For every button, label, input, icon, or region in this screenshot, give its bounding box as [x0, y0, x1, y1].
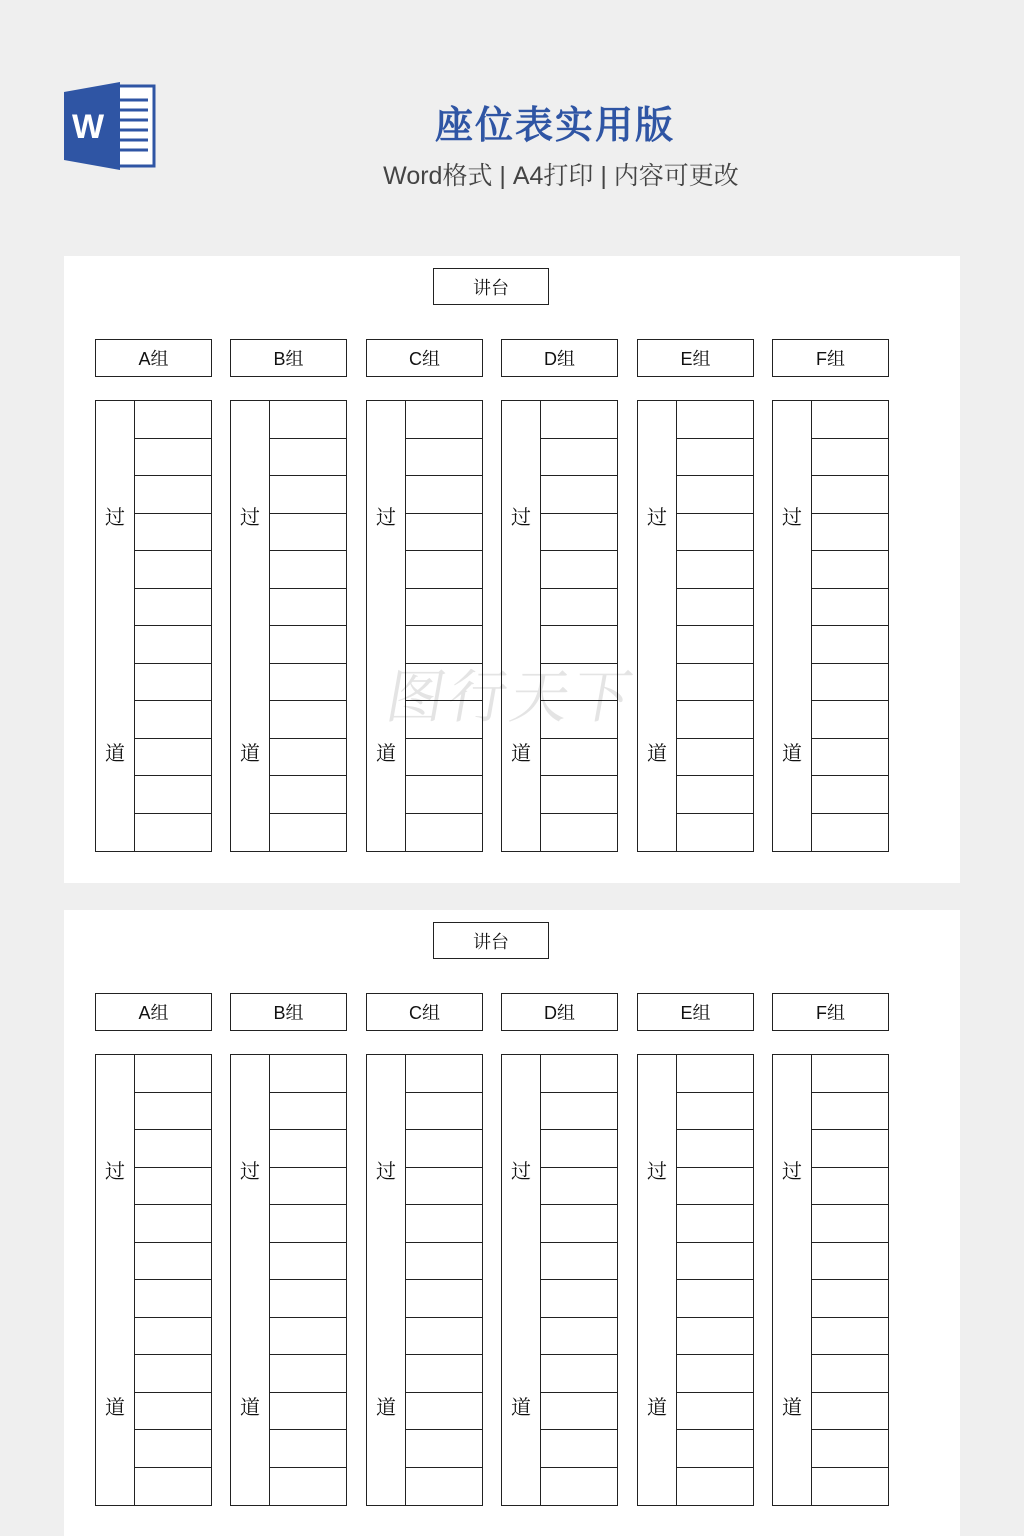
aisle-column [638, 401, 677, 851]
seat-cell[interactable] [406, 814, 482, 852]
group-label: C组 [366, 339, 483, 377]
seat-cell[interactable] [270, 1243, 346, 1281]
seat-cell[interactable] [406, 589, 482, 627]
aisle-column [773, 1055, 812, 1505]
seat-cell[interactable] [541, 1468, 617, 1506]
logo-letter: W [71, 108, 105, 146]
seat-cell[interactable] [135, 1393, 211, 1431]
seat-cell[interactable] [677, 476, 753, 514]
seat-cell[interactable] [270, 664, 346, 702]
seat-cell[interactable] [270, 1168, 346, 1206]
seat-cell[interactable] [406, 439, 482, 477]
seat-cell[interactable] [270, 626, 346, 664]
seat-cell[interactable] [812, 1130, 888, 1168]
seat-cell[interactable] [541, 589, 617, 627]
aisle-label-bottom: 道 [647, 743, 667, 765]
seat-cell[interactable] [812, 1318, 888, 1356]
seat-cell[interactable] [541, 476, 617, 514]
seat-cell[interactable] [135, 1280, 211, 1318]
seat-cell[interactable] [406, 1430, 482, 1468]
seat-cell[interactable] [270, 439, 346, 477]
seat-block [501, 1054, 618, 1506]
aisle-label-top: 过 [240, 1161, 260, 1183]
seat-cell[interactable] [812, 476, 888, 514]
group-label: B组 [230, 993, 347, 1031]
seat-cell[interactable] [135, 664, 211, 702]
seat-cell[interactable] [812, 776, 888, 814]
seat-cell[interactable] [406, 1280, 482, 1318]
seat-cell[interactable] [135, 1055, 211, 1093]
seat-cell[interactable] [677, 551, 753, 589]
seat-block [772, 400, 889, 852]
seat-cell[interactable] [135, 1093, 211, 1131]
aisle-label-top: 过 [105, 1161, 125, 1183]
seat-cell[interactable] [541, 1168, 617, 1206]
seat-cell[interactable] [135, 514, 211, 552]
aisle-label-top: 过 [782, 507, 802, 529]
seat-cell[interactable] [677, 1205, 753, 1243]
aisle-label-top: 过 [376, 507, 396, 529]
aisle-label-bottom: 道 [782, 743, 802, 765]
seat-cell[interactable] [406, 1468, 482, 1506]
aisle-column [638, 1055, 677, 1505]
seat-block [230, 1054, 347, 1506]
seat-cell[interactable] [541, 1430, 617, 1468]
seat-cell[interactable] [541, 514, 617, 552]
aisle-column [502, 1055, 541, 1505]
seat-cell[interactable] [270, 1205, 346, 1243]
aisle-label-bottom: 道 [376, 1397, 396, 1419]
aisle-label-top: 过 [647, 1161, 667, 1183]
seat-cell[interactable] [677, 739, 753, 777]
seat-cell[interactable] [541, 1093, 617, 1131]
seat-cell[interactable] [541, 776, 617, 814]
seat-cell[interactable] [406, 514, 482, 552]
seating-sheet [64, 910, 960, 1536]
group-label: F组 [772, 993, 889, 1031]
seat-cell[interactable] [270, 1093, 346, 1131]
seat-cell[interactable] [270, 401, 346, 439]
seat-cell[interactable] [541, 1055, 617, 1093]
seat-cell[interactable] [406, 1393, 482, 1431]
seat-cell[interactable] [677, 1430, 753, 1468]
aisle-label-top: 过 [511, 507, 531, 529]
seat-cell[interactable] [270, 739, 346, 777]
seat-cell[interactable] [135, 1205, 211, 1243]
seat-cell[interactable] [541, 814, 617, 852]
seat-cell[interactable] [406, 1055, 482, 1093]
seat-cell[interactable] [677, 1168, 753, 1206]
group-label: E组 [637, 339, 754, 377]
seat-block [637, 1054, 754, 1506]
header [0, 0, 1024, 250]
seat-cell[interactable] [812, 1393, 888, 1431]
seat-cell[interactable] [541, 1355, 617, 1393]
aisle-label-top: 过 [240, 507, 260, 529]
aisle-column [502, 401, 541, 851]
seat-cell[interactable] [541, 1130, 617, 1168]
seat-cell[interactable] [677, 439, 753, 477]
seat-cell[interactable] [677, 814, 753, 852]
seat-cell[interactable] [812, 664, 888, 702]
seat-cell[interactable] [677, 514, 753, 552]
seat-cell[interactable] [812, 401, 888, 439]
seat-cell[interactable] [406, 1355, 482, 1393]
seat-cell[interactable] [812, 1168, 888, 1206]
seat-block [95, 400, 212, 852]
seat-cell[interactable] [135, 1318, 211, 1356]
aisle-label-bottom: 道 [647, 1397, 667, 1419]
aisle-column [773, 401, 812, 851]
seat-cell[interactable] [812, 1205, 888, 1243]
seat-cell[interactable] [812, 551, 888, 589]
seat-cell[interactable] [135, 1468, 211, 1506]
seating-sheet [64, 256, 960, 883]
aisle-label-bottom: 道 [105, 1397, 125, 1419]
seat-cell[interactable] [677, 1280, 753, 1318]
aisle-column [96, 1055, 135, 1505]
seat-cell[interactable] [135, 739, 211, 777]
seat-block [230, 400, 347, 852]
seat-cell[interactable] [812, 1055, 888, 1093]
seat-cell[interactable] [812, 589, 888, 627]
seat-cell[interactable] [677, 1468, 753, 1506]
seat-cell[interactable] [135, 1168, 211, 1206]
seat-cell[interactable] [541, 1243, 617, 1281]
seat-cell[interactable] [135, 1430, 211, 1468]
seat-cell[interactable] [812, 1355, 888, 1393]
aisle-label-bottom: 道 [376, 743, 396, 765]
podium-label: 讲台 [433, 268, 549, 305]
seat-cell[interactable] [135, 589, 211, 627]
aisle-column [231, 401, 270, 851]
aisle-column [96, 401, 135, 851]
aisle-column [367, 1055, 406, 1505]
seat-cell[interactable] [135, 476, 211, 514]
seat-cell[interactable] [406, 1205, 482, 1243]
seat-cell[interactable] [135, 1243, 211, 1281]
aisle-label-top: 过 [782, 1161, 802, 1183]
seat-cell[interactable] [270, 1318, 346, 1356]
seat-cell[interactable] [270, 1393, 346, 1431]
seat-cell[interactable] [812, 1243, 888, 1281]
aisle-label-bottom: 道 [240, 1397, 260, 1419]
seat-cell[interactable] [270, 589, 346, 627]
seat-cell[interactable] [270, 814, 346, 852]
group-label: E组 [637, 993, 754, 1031]
seat-cell[interactable] [270, 776, 346, 814]
seat-cell[interactable] [812, 514, 888, 552]
seat-cell[interactable] [270, 551, 346, 589]
seat-cell[interactable] [406, 1093, 482, 1131]
seat-cell[interactable] [541, 1280, 617, 1318]
group-label: D组 [501, 339, 618, 377]
seat-cell[interactable] [812, 1430, 888, 1468]
group-label: A组 [95, 993, 212, 1031]
group-label: D组 [501, 993, 618, 1031]
seat-cell[interactable] [677, 1318, 753, 1356]
page-subtitle: Word格式 | A4打印 | 内容可更改 [383, 162, 739, 190]
aisle-label-bottom: 道 [240, 743, 260, 765]
seat-cell[interactable] [541, 1318, 617, 1356]
seat-cell[interactable] [135, 1130, 211, 1168]
seat-cell[interactable] [677, 1130, 753, 1168]
seat-cell[interactable] [677, 664, 753, 702]
seat-cell[interactable] [812, 439, 888, 477]
seat-cell[interactable] [135, 814, 211, 852]
aisle-column [231, 1055, 270, 1505]
seat-cell[interactable] [135, 1355, 211, 1393]
aisle-label-bottom: 道 [105, 743, 125, 765]
seat-cell[interactable] [812, 626, 888, 664]
seat-cell[interactable] [677, 1093, 753, 1131]
group-label: A组 [95, 339, 212, 377]
seat-cell[interactable] [270, 1355, 346, 1393]
aisle-label-top: 过 [105, 507, 125, 529]
seat-cell[interactable] [135, 551, 211, 589]
aisle-label-top: 过 [647, 507, 667, 529]
seat-block [366, 400, 483, 852]
group-label: B组 [230, 339, 347, 377]
aisle-label-top: 过 [511, 1161, 531, 1183]
seat-cell[interactable] [541, 1205, 617, 1243]
seat-cell[interactable] [406, 1130, 482, 1168]
seat-cell[interactable] [677, 1355, 753, 1393]
seat-cell[interactable] [406, 476, 482, 514]
seat-cell[interactable] [677, 1393, 753, 1431]
seat-cell[interactable] [541, 1393, 617, 1431]
seat-cell[interactable] [406, 401, 482, 439]
seat-cell[interactable] [270, 1280, 346, 1318]
seat-cell[interactable] [812, 1093, 888, 1131]
seat-block [95, 1054, 212, 1506]
seat-cell[interactable] [541, 551, 617, 589]
aisle-label-bottom: 道 [782, 1397, 802, 1419]
seat-cell[interactable] [406, 776, 482, 814]
word-document-icon [64, 82, 156, 170]
seat-cell[interactable] [677, 401, 753, 439]
seat-cell[interactable] [812, 1280, 888, 1318]
aisle-label-top: 过 [376, 1161, 396, 1183]
watermark: 图行天下 [381, 663, 642, 731]
seat-cell[interactable] [270, 701, 346, 739]
seat-cell[interactable] [406, 739, 482, 777]
seat-cell[interactable] [541, 401, 617, 439]
seat-cell[interactable] [541, 739, 617, 777]
seat-cell[interactable] [677, 626, 753, 664]
seat-block [772, 1054, 889, 1506]
page-title: 座位表实用版 [434, 105, 675, 147]
seat-cell[interactable] [135, 439, 211, 477]
seat-cell[interactable] [677, 1055, 753, 1093]
seat-cell[interactable] [677, 701, 753, 739]
seat-cell[interactable] [270, 1055, 346, 1093]
seat-cell[interactable] [812, 814, 888, 852]
seat-cell[interactable] [135, 776, 211, 814]
seat-cell[interactable] [406, 1243, 482, 1281]
seat-cell[interactable] [812, 701, 888, 739]
seat-block [637, 400, 754, 852]
aisle-column [367, 401, 406, 851]
aisle-label-bottom: 道 [511, 1397, 531, 1419]
aisle-label-bottom: 道 [511, 743, 531, 765]
seat-cell[interactable] [135, 701, 211, 739]
seat-cell[interactable] [270, 476, 346, 514]
seat-cell[interactable] [541, 439, 617, 477]
seat-cell[interactable] [270, 514, 346, 552]
seat-cell[interactable] [270, 1130, 346, 1168]
seat-cell[interactable] [406, 1168, 482, 1206]
seat-cell[interactable] [812, 1468, 888, 1506]
seat-cell[interactable] [135, 626, 211, 664]
seat-cell[interactable] [677, 776, 753, 814]
seat-cell[interactable] [812, 739, 888, 777]
seat-cell[interactable] [270, 1468, 346, 1506]
seat-cell[interactable] [677, 1243, 753, 1281]
seat-cell[interactable] [135, 401, 211, 439]
group-label: C组 [366, 993, 483, 1031]
podium-label: 讲台 [433, 922, 549, 959]
seat-cell[interactable] [406, 551, 482, 589]
seat-block [501, 400, 618, 852]
seat-block [366, 1054, 483, 1506]
group-label: F组 [772, 339, 889, 377]
seat-cell[interactable] [406, 1318, 482, 1356]
seat-cell[interactable] [677, 589, 753, 627]
seat-cell[interactable] [270, 1430, 346, 1468]
